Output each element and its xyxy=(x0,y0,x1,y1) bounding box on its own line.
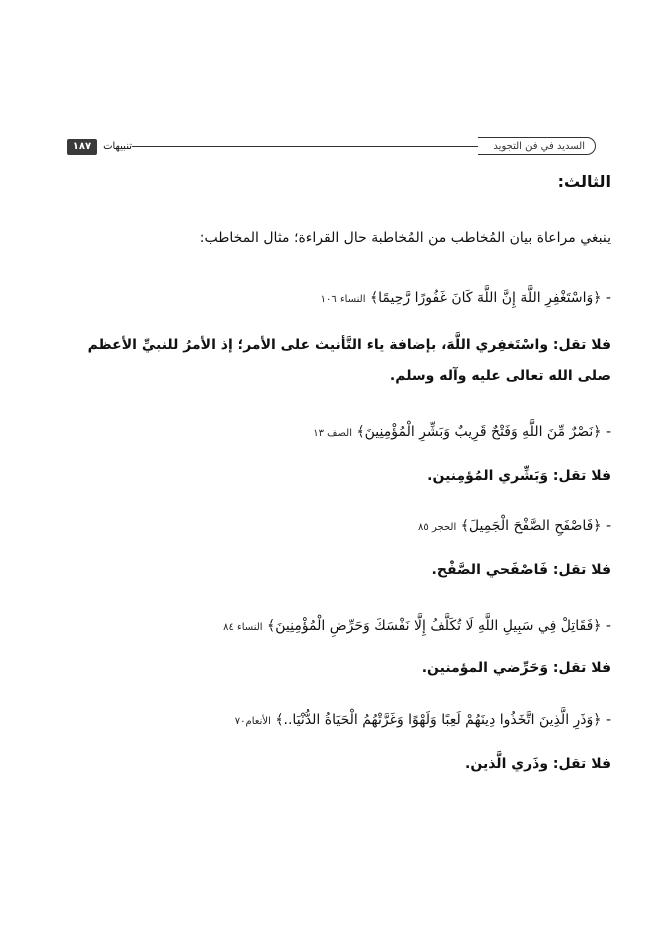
usage-note: فلا تقل: وذَري الَّذين. xyxy=(465,756,611,772)
page-number: ١٨٧ xyxy=(67,139,97,155)
quote-text: - ﴿فَقَاتِلْ فِي سَبِيلِ اللَّهِ لَا تُكَلَّفُ إِلَّا نَفْسَكَ وَحَرِّضِ الْمُؤْمِنِينَ﴾ xyxy=(267,618,611,634)
quran-quote xyxy=(321,290,611,306)
running-header xyxy=(58,137,596,157)
quote-text: - ﴿فَاصْفَحِ الصَّفْحَ الْجَمِيلَ﴾ xyxy=(460,518,611,534)
chapter-title: تنبيهات xyxy=(103,141,132,152)
verse-reference: النساء ٨٤ xyxy=(223,622,263,633)
verse-reference: الصف ١٣ xyxy=(313,428,352,439)
book-title: السديد في فن التجويد xyxy=(478,137,596,155)
verse-reference: الأنعام٧٠ xyxy=(234,716,271,727)
usage-note: فلا تقل: وَبَشِّري المُؤمِنين. xyxy=(427,468,611,484)
usage-note: فلا تقل: وَحَرِّضي المؤمنين. xyxy=(421,660,611,676)
section-intro: ينبغي مراعاة بيان المُخاطب من المُخاطبة حال القراءة؛ مثال المخاطب: xyxy=(199,230,611,246)
quran-quote xyxy=(235,712,611,728)
section-heading: الثالث: xyxy=(557,172,611,191)
quran-quote xyxy=(418,518,611,534)
quran-quote xyxy=(313,424,611,440)
verse-reference: الحجر ٨٥ xyxy=(418,522,457,533)
verse-reference: النساء ١٠٦ xyxy=(320,294,366,305)
chapter-label-group xyxy=(58,138,132,155)
quote-text: - ﴿وَاسْتَغْفِرِ اللَّهَ إِنَّ اللَّهَ كَانَ غَفُورًا رَّحِيمًا﴾ xyxy=(369,290,611,306)
quote-text: - ﴿وَذَرِ الَّذِينَ اتَّخَذُوا دِينَهُمْ لَعِبًا وَلَهْوًا وَغَرَّتْهُمُ الْحَيَاةُ الدُّنْيَا..﴾ xyxy=(275,712,611,728)
quran-quote xyxy=(223,618,611,634)
usage-note: فلا تقل: فَاصْفَحي الصَّفْح. xyxy=(431,562,611,578)
usage-note: فلا تقل: واسْتَغفِري اللَّهَ، بإضافة ياء التَّأنيث على الأمر؛ إذ الأمرُ للنبيِّ الأعظم صلى الله تعالى عليه وآله وسلم. xyxy=(87,337,611,384)
quote-text: - ﴿نَصْرٌ مِّنَ اللَّهِ وَفَتْحٌ قَرِيبٌ وَبَشِّرِ الْمُؤْمِنِينَ﴾ xyxy=(356,424,611,440)
